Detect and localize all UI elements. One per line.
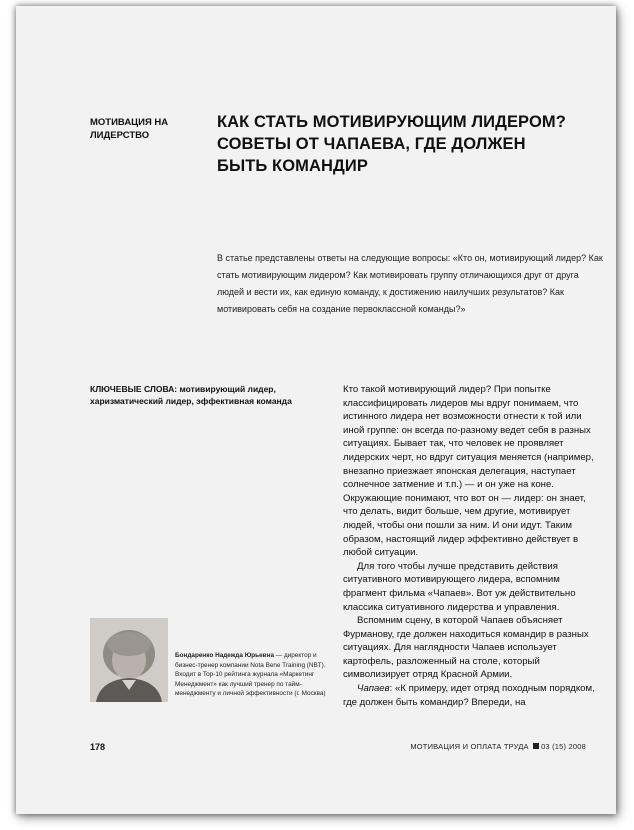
article-title: КАК СТАТЬ МОТИВИРУЮЩИМ ЛИДЕРОМ? СОВЕТЫ ОТ ЧАПАЕВА, ГДЕ ДОЛЖЕН БЫТЬ КОМАНДИР [217,113,566,175]
journal-name: МОТИВАЦИЯ И ОПЛАТА ТРУДА [410,742,529,751]
page-number: 178 [90,742,106,752]
author-name: Бондаренко Надежда Юрьевна [175,652,275,659]
body-paragraph: Для того чтобы лучше представить действия ситуативного мотивирующего лидера, вспомним фрагмент фильма «Чапаев». Вот уж действительно классика ситуативного лидерства и управления. [343,560,576,613]
body-paragraph [343,682,601,709]
article-intro: В статье представлены ответы на следующие вопросы: «Кто он, мотивирующий лидер? Как стать мотивирующим лидером? Как мотивировать группу отличающихся друг от друга людей и вести их, как единую команду, к достижению наилучших результатов? Как мотивировать себя на создание первоклассной команды?» [217,253,603,314]
author-portrait-image [90,618,168,702]
magazine-page [16,6,616,814]
article-body [343,383,601,709]
author-photo [90,618,168,702]
author-bio [175,651,337,699]
body-paragraph: Вспомним сцену, в которой Чапаев объясняет Фурманову, где должен находиться командир в разных ситуациях. Для наглядности Чапаев использует картофель, разложенный на столе, который символизирует отряд Красной Армии. [343,615,589,681]
journal-footer [410,742,586,751]
body-paragraph: Кто такой мотивирующий лидер? При попытке классифицировать лидеров мы вдруг понимаем, что истинного лидера нет возможности отнести к той или иной группе: он всегда по-разному ведет себя в разных ситуациях. Бывает так, что человек не проявляет лидерских черт, но вдруг ситуация меняется (например, внезапно приезжает японская делегация, наступает солнечное затмение и т.п.) — и он уже на коне. Окружающие понимают, что вот он — лидер: он знает, что делать, видит больше, чем другие, мотивирует людей, чтобы они пошли за ним. И они идут. Таким образом, настоящий лидер эффективно действует в любой ситуации. [343,384,594,559]
keywords-label: КЛЮЧЕВЫЕ СЛОВА: [90,384,178,394]
author-description: — директор и бизнес-тренер компании Nota Bene Training (NBT). Входит в Top-10 рейтинга журнала «Маркетинг Менеджмент» как лучший тренер по тайм-менеджменту и личной эффективности (г. Москва) [175,652,326,698]
square-bullet-icon [533,743,539,749]
speaker-name: Чапаев [357,683,390,695]
section-label: МОТИВАЦИЯ НА ЛИДЕРСТВО [90,117,169,141]
dialogue-text: : «К примеру, идет отряд походным порядком, где должен быть командир? Впереди, на [343,683,595,708]
keywords-text: мотивирующий лидер, харизматический лидер, эффективная команда [90,384,292,406]
keywords [90,383,335,407]
issue-number: 03 (15) 2008 [541,742,586,751]
